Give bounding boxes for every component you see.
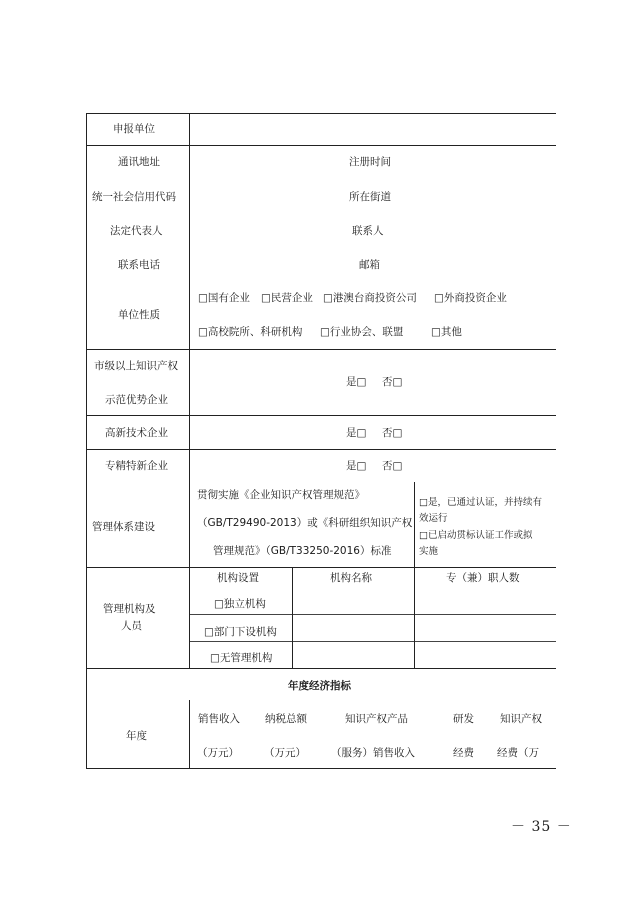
econ-header-ip-product: 知识产权产品 — [345, 713, 408, 725]
management-option-certified-line1[interactable]: □是，已通过认证，并持续有 — [419, 497, 542, 508]
label-phone: 联系电话 — [118, 259, 160, 271]
economic-title: 年度经济指标 — [288, 680, 351, 692]
management-desc-line1: 贯彻实施《企业知识产权管理规范》 — [197, 489, 365, 501]
table-top-border — [86, 113, 556, 114]
specialized-yes-checkbox[interactable]: 是□ — [346, 460, 367, 472]
org-option-independent[interactable]: □独立机构 — [214, 598, 266, 610]
nature-option-state-owned[interactable]: □国有企业 — [198, 292, 250, 304]
row-divider-advantage — [86, 415, 556, 416]
org-option-none[interactable]: □无管理机构 — [210, 652, 273, 664]
econ-unit-ip-product: （服务）销售收入 — [331, 747, 415, 759]
row-divider-hightech — [86, 449, 556, 450]
econ-header-tax: 纳税总额 — [265, 713, 307, 725]
label-management-system: 管理体系建设 — [92, 521, 155, 533]
label-advantage-line2: 示范优势企业 — [105, 394, 168, 406]
table-bottom-border — [86, 768, 556, 769]
org-inner-line-1 — [190, 614, 556, 615]
table-left-border — [86, 113, 87, 768]
label-advantage-line1: 市级以上知识产权 — [94, 360, 178, 372]
econ-unit-tax: （万元） — [264, 747, 306, 759]
econ-unit-rd: 经费 — [453, 747, 474, 759]
label-column-divider — [189, 113, 190, 668]
label-year: 年度 — [126, 730, 147, 742]
org-col-header-setup: 机构设置 — [217, 572, 259, 584]
management-options-divider — [414, 482, 415, 567]
row-divider-contact-block — [86, 349, 556, 350]
nature-option-hk-macao-taiwan[interactable]: □港澳台商投资公司 — [323, 292, 417, 304]
management-option-started-line2: 实施 — [419, 546, 439, 557]
nature-option-foreign[interactable]: □外商投资企业 — [434, 292, 507, 304]
label-contact-person: 联系人 — [352, 225, 384, 237]
label-specialized: 专精特新企业 — [105, 460, 168, 472]
page-number: － 35 － — [511, 819, 572, 835]
org-option-department[interactable]: □部门下设机构 — [204, 626, 277, 638]
label-applicant: 申报单位 — [113, 123, 155, 135]
row-divider-applicant — [86, 145, 556, 146]
nature-option-other[interactable]: □其他 — [431, 326, 462, 338]
org-col-divider-1 — [292, 567, 293, 668]
label-high-tech: 高新技术企业 — [105, 427, 168, 439]
hightech-yes-checkbox[interactable]: 是□ — [346, 427, 367, 439]
label-unit-nature: 单位性质 — [118, 309, 160, 321]
row-divider-management — [86, 567, 556, 568]
management-desc-line3: 管理规范》（GB/T33250-2016）标准 — [213, 545, 392, 557]
label-column-divider-lower — [189, 700, 190, 768]
org-col-header-staff: 专（兼）职人数 — [446, 572, 520, 584]
org-inner-line-2 — [190, 641, 556, 642]
advantage-yes-checkbox[interactable]: 是□ — [346, 376, 367, 388]
econ-unit-sales: （万元） — [197, 747, 239, 759]
management-option-certified-line2: 效运行 — [419, 513, 448, 524]
label-org-line1: 管理机构及 — [103, 603, 156, 615]
nature-option-private[interactable]: □民营企业 — [261, 292, 313, 304]
org-col-divider-2 — [414, 567, 415, 668]
advantage-no-checkbox[interactable]: 否□ — [382, 376, 403, 388]
specialized-no-checkbox[interactable]: 否□ — [382, 460, 403, 472]
label-street: 所在街道 — [349, 191, 391, 203]
label-address: 通讯地址 — [118, 156, 160, 168]
label-credit-code: 统一社会信用代码 — [92, 191, 176, 203]
nature-option-association[interactable]: □行业协会、联盟 — [320, 326, 404, 338]
row-divider-economic-title — [86, 668, 556, 669]
label-org-line2: 人员 — [121, 620, 142, 632]
label-email: 邮箱 — [359, 259, 380, 271]
applicant-value-field[interactable] — [191, 115, 553, 144]
hightech-no-checkbox[interactable]: 否□ — [382, 427, 403, 439]
econ-header-rd: 研发 — [453, 713, 474, 725]
label-legal-rep: 法定代表人 — [110, 225, 163, 237]
org-col-header-name: 机构名称 — [330, 572, 372, 584]
nature-option-university[interactable]: □高校院所、科研机构 — [198, 326, 303, 338]
label-register-time: 注册时间 — [349, 156, 391, 168]
econ-header-ip-fund: 知识产权 — [500, 713, 542, 725]
management-desc-line2: （GB/T29490-2013）或《科研组织知识产权 — [197, 517, 413, 529]
econ-header-sales: 销售收入 — [198, 713, 240, 725]
econ-unit-ip-fund: 经费（万 — [497, 747, 539, 759]
management-option-started-line1[interactable]: □已启动贯标认证工作或拟 — [419, 530, 533, 541]
